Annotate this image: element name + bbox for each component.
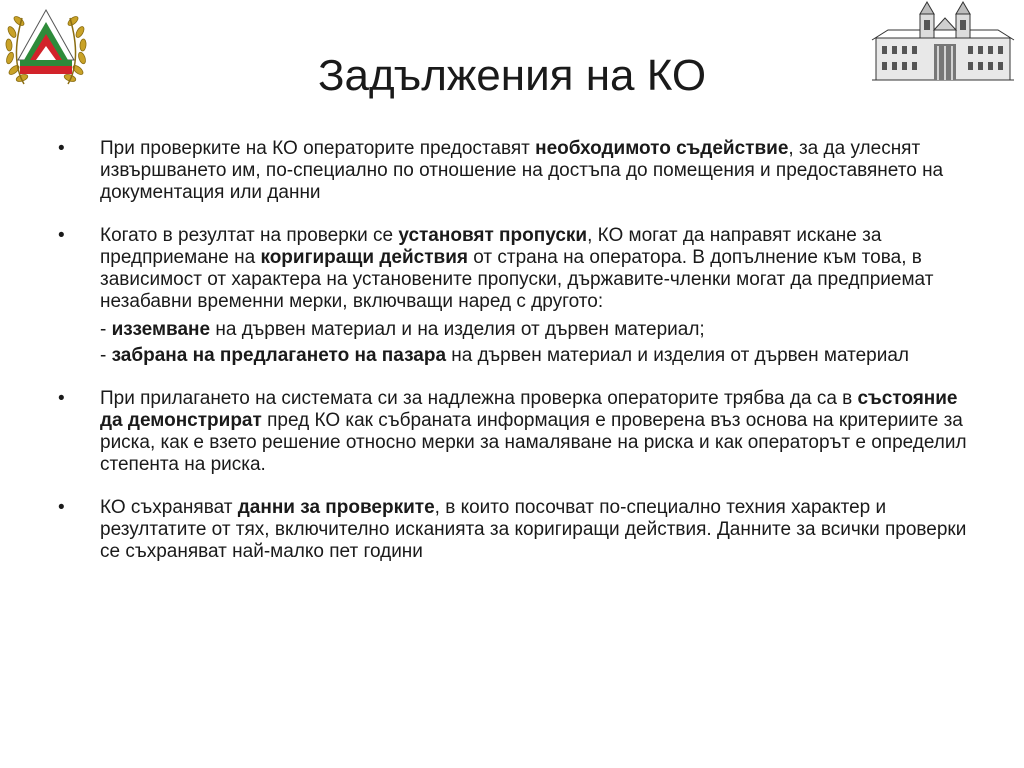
dash-marker: - [100, 345, 107, 366]
bullet-text: , в които посочват по-специално техния характер и резултатите от тях, включително исканията за коригиращи действия. Данните за всички проверки се съхраняват най-малко пет години [100, 497, 967, 562]
bullet-bold-text: данни за проверките [237, 497, 435, 518]
bullet-bold-text: състояние да демонстрират [100, 388, 958, 431]
sub-item-text: на дървен материал и на изделия от дървен материал; [210, 319, 705, 340]
sub-item-text: на дървен материал и изделия от дървен материал [446, 345, 909, 366]
sub-item-bold-text: забрана на предлагането на пазара [111, 345, 447, 366]
bullet-bold-text: установят пропуски [398, 225, 588, 246]
bullet-marker: • [58, 138, 65, 159]
bullet-item-due-diligence [58, 388, 978, 476]
bullet-marker: • [58, 497, 65, 518]
bullet-text: , КО могат да направят искане за предприемане на [100, 225, 882, 268]
bullet-text: При проверките на КО операторите предоставят [100, 138, 536, 159]
bullet-text: Когато в резултат на проверки се [100, 225, 399, 246]
bullet-item-corrective-actions [58, 225, 978, 367]
bullet-text: При прилагането на системата си за надлежна проверка операторите трябва да са в [100, 388, 858, 409]
sub-item-bold-text: изземване [111, 319, 211, 340]
bullet-text: , за да улеснят извършването им, по-специално по отношение на достъпа до помещения и предоставянето на документация или данни [100, 138, 944, 203]
bullet-item-cooperation [58, 138, 978, 204]
bullet-list [58, 138, 978, 584]
slide-title: Задължения на КО [317, 51, 707, 100]
bullet-text: КО съхраняват [100, 497, 238, 518]
bullet-marker: • [58, 225, 65, 246]
bullet-bold-text: необходимото съдействие [535, 138, 789, 159]
sub-item-seizure [58, 319, 978, 341]
bullet-bold-text: коригиращи действия [260, 247, 468, 268]
bullet-item-records [58, 497, 978, 563]
sub-item-market-ban [58, 345, 978, 367]
dash-marker: - [100, 319, 107, 340]
bullet-marker: • [58, 388, 65, 409]
bullet-text: от страна на оператора. В допълнение към това, в зависимост от характера на установените пропуски, държавите-членки могат да предприемат незабавни временни мерки, включващи наред с другото: [100, 247, 934, 312]
bullet-text: пред КО как събраната информация е проверена въз основа на критериите за риска, как е взето решение относно мерки за намаляване на риска и как операторът е определил степента на риска. [100, 410, 967, 475]
